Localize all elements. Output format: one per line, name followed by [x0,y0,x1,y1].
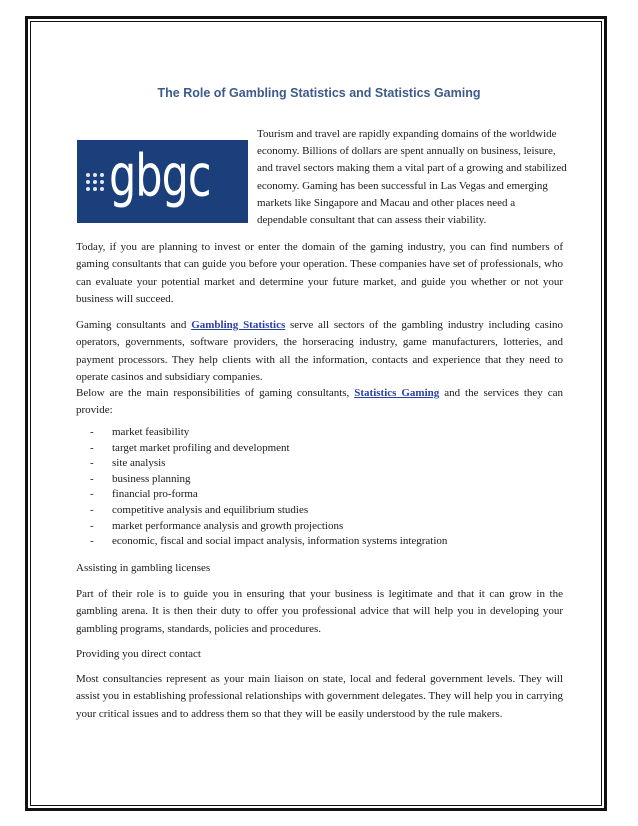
list-item-text: site analysis [112,457,166,470]
list-item [90,472,447,488]
list-item-text: market performance analysis and growth projections [112,519,344,532]
paragraph-licenses: Part of their role is to guide you in ensuring that your business is legitimate and that it can grow in the gambling arena. It is then their duty to offer you professional advice that will help you in developing your gambling programs, standards, policies and procedures. [76,588,563,635]
list-bullet: - [90,503,94,516]
document-title: The Role of Gambling Statistics and Statistics Gaming [157,86,481,100]
list-item-text: competitive analysis and equilibrium studies [112,503,309,516]
list-bullet: - [90,457,94,470]
list-item [90,487,447,503]
list-item [90,519,447,535]
paragraph-direct-contact: Most consultancies represent as your main liaison on state, local and federal government levels. They will assist you in establishing professional relationships with government delegates. They will help you in carrying your critical issues and to address them so that they will be easily understood by the rule makers. [76,673,563,720]
list-item [90,534,447,550]
paragraph-investing: Today, if you are planning to invest or enter the domain of the gaming industry, you can find numbers of gaming consultants that can guide you before your operation. These companies have set of professionals, who can evaluate your potential market and determine your future market, and guide you whether or not your business will succeed. [76,241,563,306]
paragraph-consultants-text-before: Gaming consultants and [76,319,192,331]
gambling-statistics-link[interactable]: Gambling Statistics [191,319,286,331]
list-item [90,425,447,441]
list-item [90,441,447,457]
list-item-text: economic, fiscal and social impact analysis, information systems integration [112,535,448,548]
paragraph-responsibilities-text-after: and the services they can provide: [76,387,563,417]
list-bullet: - [90,441,94,454]
logo-text: gbgc [109,143,211,211]
statistics-gaming-link[interactable]: Statistics Gaming [354,387,440,399]
services-list [90,425,447,550]
paragraph-consultants-text-after: serve all sectors of the gambling industry including casino operators, governments, software providers, the horseracing industry, game manufacturers, lotteries, and payment processors. They help clients with all the information, contacts and experience that they need to operate casinos and subsidiary companies. [76,319,563,384]
list-bullet: - [90,519,94,532]
heading-licenses: Assisting in gambling licenses [76,562,211,574]
list-bullet: - [90,535,94,548]
paragraph-consultants [76,317,563,387]
paragraph-responsibilities [76,385,563,420]
list-item-text: financial pro-forma [112,488,198,501]
list-item-text: target market profiling and development [112,441,290,454]
list-bullet: - [90,488,94,501]
list-item-text: market feasibility [112,426,190,438]
list-bullet: - [90,426,94,438]
list-item [90,503,447,519]
paragraph-responsibilities-text-before: Below are the main responsibilities of gaming consultants, [76,387,355,399]
list-item [90,456,447,472]
list-item-text: business planning [112,472,191,485]
list-bullet: - [90,472,94,485]
heading-direct-contact: Providing you direct contact [76,648,201,660]
dot-grid-icon [86,173,104,191]
intro-paragraph: Tourism and travel are rapidly expanding domains of the worldwide economy. Billions of dollars are spent annually on business, leisure, and travel sectors making them a vital part of a growing and stabilized economy. Gaming has been successful in Las Vegas and emerging markets like Singapore and Macau and other places need a dependable consultant that can assess their viability. [257,128,567,227]
gbgc-logo [77,140,248,223]
